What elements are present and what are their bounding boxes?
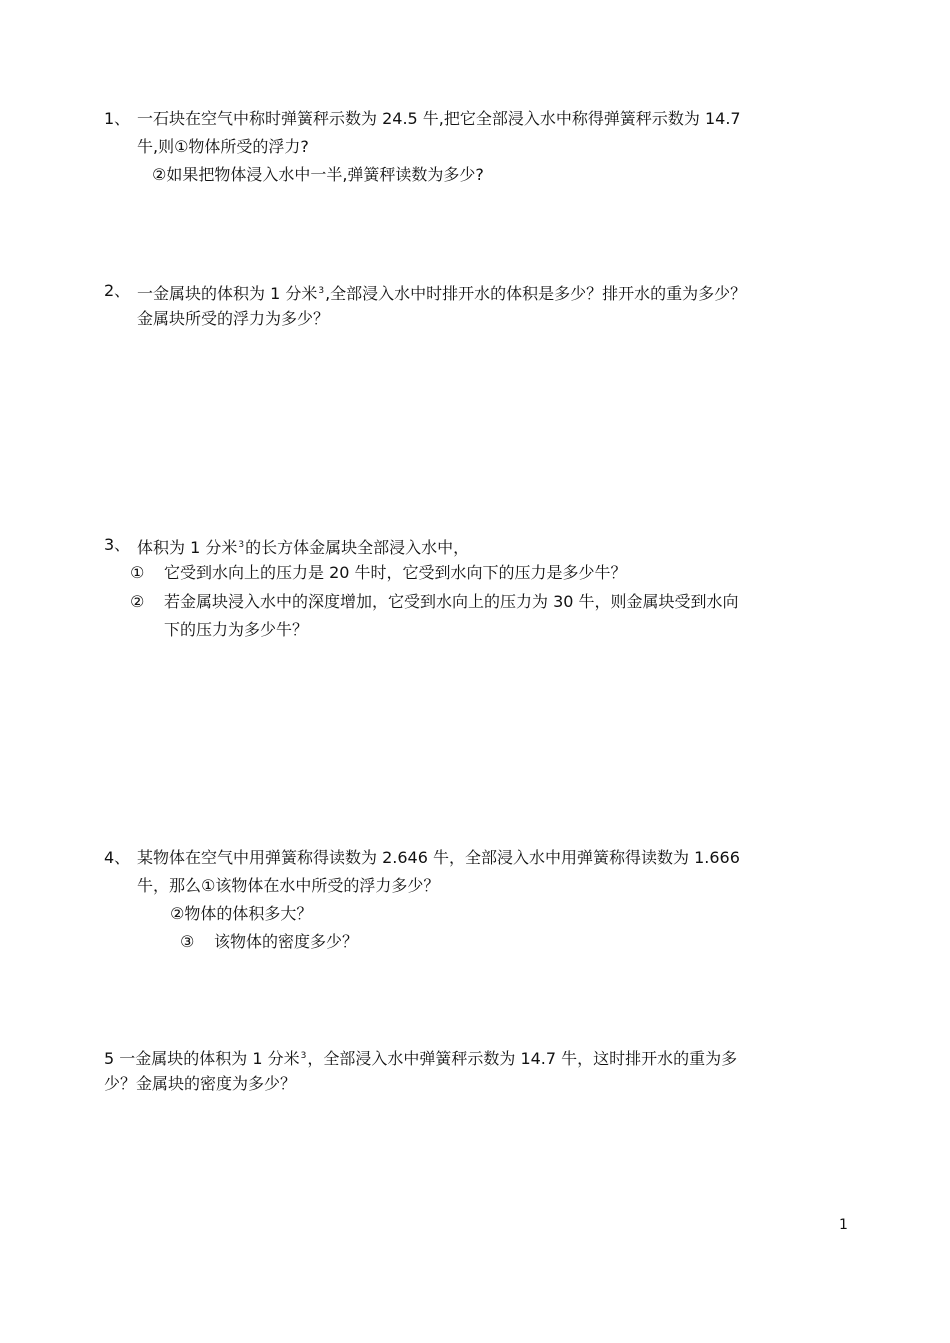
text-fragment: ，全部浸入水中弹簧秤示数为 14.7 牛，这时排开水的重为多 [307,1049,738,1068]
superscript: 3 [300,1051,307,1061]
question-number: 1、 [104,109,131,128]
question-number: 2、 [104,281,131,300]
question-number: 3、 [104,535,131,554]
question-text-line: ②物体的体积多大？ [170,904,313,923]
superscript: 3 [318,286,325,296]
question-text-line: 金属块所受的浮力为多少？ [137,309,330,328]
item-marker: ① [130,563,145,582]
question-text-line: 它受到水向上的压力是 20 牛时，它受到水向下的压力是多少牛？ [164,563,627,582]
text-fragment: ,全部浸入水中时排开水的体积是多少？排开水的重为多少？ [325,284,747,303]
text-fragment: 一金属块的体积为 1 分米 [137,284,318,303]
page-number: 1 [839,1217,848,1233]
question-text-line: 牛,则①物体所受的浮力? [137,137,309,156]
question-number: 4、 [104,848,131,867]
text-fragment: 5 一金属块的体积为 1 分米 [104,1049,300,1068]
question-text-line: 一石块在空气中称时弹簧秤示数为 24.5 牛,把它全部浸入水中称得弹簧秤示数为 14.7 [137,109,741,128]
question-text-line: 少？金属块的密度为多少？ [104,1074,297,1093]
question-text-line: 若金属块浸入水中的深度增加，它受到水向上的压力为 30 牛，则金属块受到水向 [164,592,739,611]
question-text-line: ②如果把物体浸入水中一半,弹簧秤读数为多少? [152,165,484,184]
question-text-line [137,281,746,301]
superscript: 3 [238,540,245,550]
text-fragment: 的长方体金属块全部浸入水中， [245,538,470,557]
question-text-line [137,535,469,555]
item-marker: ② [130,592,145,611]
item-marker: ③ [180,932,195,951]
text-fragment: 体积为 1 分米 [137,538,238,557]
question-text-line: 该物体的密度多少？ [214,932,359,951]
question-text-line: 下的压力为多少牛？ [164,620,309,639]
question-text-line [104,1046,737,1066]
question-text-line: 牛，那么①该物体在水中所受的浮力多少？ [137,876,440,895]
question-text-line: 某物体在空气中用弹簧称得读数为 2.646 牛，全部浸入水中用弹簧称得读数为 1.666 [137,848,740,867]
